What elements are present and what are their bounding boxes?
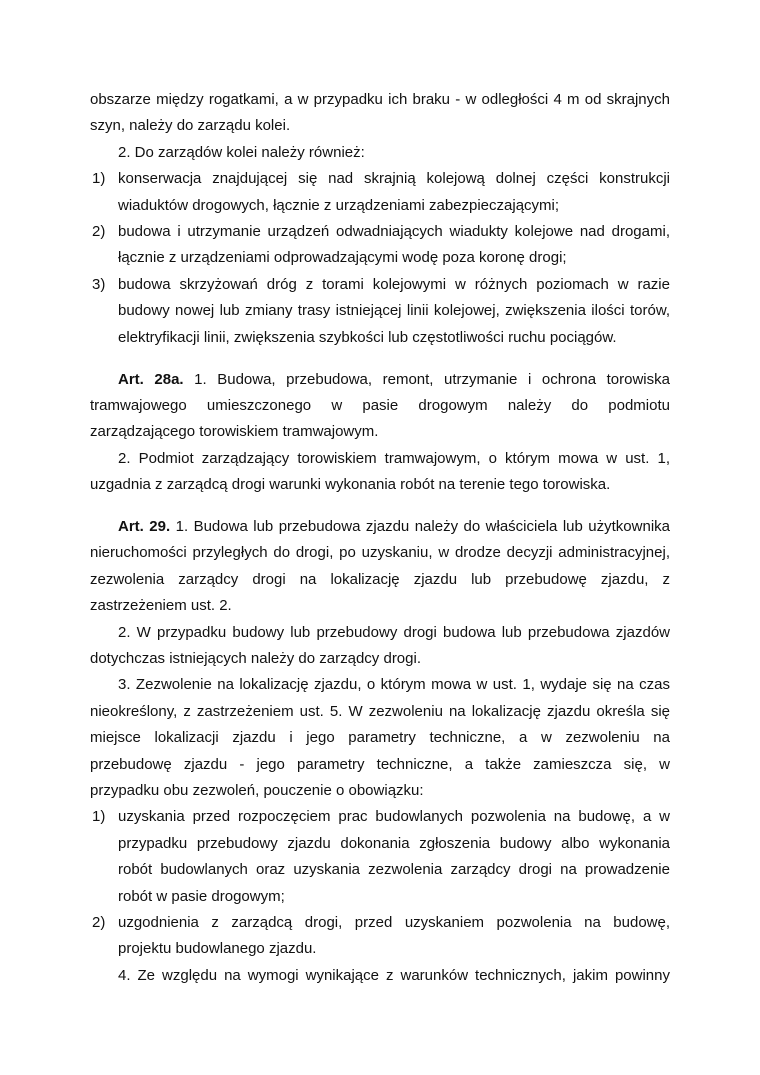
text-line [118, 272, 670, 298]
paragraph [90, 446, 670, 499]
line-text: tramwajowego umieszczonego w pasie drogowym należy do podmiotu [90, 396, 670, 414]
text-line [118, 325, 670, 351]
text-line [118, 884, 670, 910]
line-text: dotychczas istniejących należy do zarządcy drogi. [90, 650, 421, 667]
document-page [90, 87, 670, 989]
line-text: szyn, należy do zarządu kolei. [90, 117, 291, 135]
line-text: wiaduktów drogowych, łącznie z urządzeniami zabezpieczającymi; [118, 196, 560, 214]
text-line [90, 514, 670, 540]
line-text: zarządzającego torowiskiem tramwajowym. [90, 423, 379, 441]
list-item [90, 272, 670, 351]
line-text: budowa i utrzymanie urządzeń odwadniających wiadukty kolejowe nad drogami, [118, 222, 670, 240]
paragraph [90, 672, 670, 804]
line-text: konserwacja znajdującej się nad skrajnią kolejową dolnej części konstrukcji [118, 170, 670, 188]
text-line [118, 193, 670, 219]
line-text: robót w pasie drogowym; [118, 887, 285, 905]
text-line [118, 831, 670, 857]
list-item [90, 166, 670, 219]
text-line [90, 567, 670, 593]
text-line [118, 298, 670, 324]
list-item [90, 910, 670, 963]
paragraph [90, 140, 670, 166]
line-text: 2. Podmiot zarządzający torowiskiem tramwajowym, o którym mowa w ust. 1, [118, 449, 670, 467]
text-line [90, 646, 670, 672]
text-line [90, 672, 670, 698]
line-text: przypadku obu zezwoleń, pouczenie o obowiązku: [90, 781, 424, 799]
line-text: uzyskania przed rozpoczęciem prac budowlanych pozwolenia na budowę, a w [118, 808, 670, 826]
list-item [90, 804, 670, 910]
line-text: zezwolenia zarządcy drogi na lokalizację zjazdu lub przebudowę zjazdu, z [90, 570, 670, 588]
line-text: 1. Budowa, przebudowa, remont, utrzymanie i ochrona torowiska [183, 370, 670, 388]
line-text: elektryfikacji linii, zwiększenia szybkości lub częstotliwości ruchu pociągów. [118, 328, 617, 346]
text-line [118, 857, 670, 883]
line-text: uzgodnienia z zarządcą drogi, przed uzyskaniem pozwolenia na budowę, [118, 913, 670, 931]
line-text: robót budowlanych oraz uzyskania zezwolenia zarządcy drogi na prowadzenie [118, 861, 670, 879]
text-line [90, 367, 670, 393]
text-line [90, 472, 670, 498]
line-text: nieruchomości przyległych do drogi, po uzyskaniu, w drodze decyzji administracyjnej, [90, 544, 670, 562]
text-line [118, 219, 670, 245]
text-line [90, 140, 670, 166]
list-number: 2) [92, 913, 106, 931]
line-text: zastrzeżeniem ust. 2. [90, 597, 232, 615]
text-line [90, 419, 670, 445]
text-line [90, 699, 670, 725]
text-line [90, 963, 670, 989]
text-line [90, 87, 670, 113]
text-line [90, 393, 670, 419]
line-text: nieokreślony, z zastrzeżeniem ust. 5. W zezwoleniu na lokalizację zjazdu określa się [90, 702, 670, 720]
line-text: 4. Ze względu na wymogi wynikające z warunków technicznych, jakim powinny [118, 966, 670, 984]
text-line [90, 446, 670, 472]
line-text: projektu budowlanego zjazdu. [118, 940, 317, 958]
list-number: 1) [92, 808, 106, 826]
text-line [118, 245, 670, 271]
line-text: 3. Zezwolenie na lokalizację zjazdu, o którym mowa w ust. 1, wydaje się na czas [118, 676, 670, 694]
list-number: 3) [92, 275, 106, 293]
list-number: 2) [92, 222, 106, 240]
list-item [90, 219, 670, 272]
line-text: łącznie z urządzeniami odprowadzającymi wodę poza koronę drogi; [118, 249, 567, 267]
line-text: 2. Do zarządów kolei należy również: [118, 143, 365, 161]
paragraph [90, 963, 670, 989]
paragraph [90, 620, 670, 673]
text-line [118, 936, 670, 962]
article-number: Art. 29. [118, 518, 171, 536]
line-text: przebudowę zjazdu - jego parametry techniczne, a także zamieszcza się, w [90, 755, 670, 773]
text-line [90, 725, 670, 751]
line-text: miejsce lokalizacji zjazdu i jego parametry techniczne, a w zezwoleniu na [90, 729, 670, 747]
line-text: uzgadnia z zarządcą drogi warunki wykonania robót na terenie tego torowiska. [90, 476, 611, 494]
article-paragraph [90, 367, 670, 446]
text-line [90, 778, 670, 804]
text-line [118, 910, 670, 936]
line-text: przypadku przebudowy zjazdu dokonania zgłoszenia budowy albo wykonania [118, 834, 670, 852]
text-line [90, 540, 670, 566]
list-number: 1) [92, 170, 106, 188]
article-paragraph [90, 514, 670, 620]
line-text: 2. W przypadku budowy lub przebudowy drogi budowa lub przebudowa zjazdów [118, 623, 670, 641]
line-text: obszarze między rogatkami, a w przypadku ich braku - w odległości 4 m od skrajnych [90, 91, 670, 108]
text-line [90, 593, 670, 619]
text-line [90, 752, 670, 778]
text-line [118, 804, 670, 830]
text-line [90, 113, 670, 139]
line-text: budowy nowej lub zmiany trasy istniejącej linii kolejowej, zwiększenia ilości torów, [118, 302, 670, 320]
paragraph [90, 87, 670, 140]
text-line [118, 166, 670, 192]
line-text: 1. Budowa lub przebudowa zjazdu należy do właściciela lub użytkownika [170, 518, 670, 536]
article-number: Art. 28a. [118, 370, 184, 388]
text-line [90, 620, 670, 646]
line-text: budowa skrzyżowań dróg z torami kolejowymi w różnych poziomach w razie [118, 275, 670, 293]
